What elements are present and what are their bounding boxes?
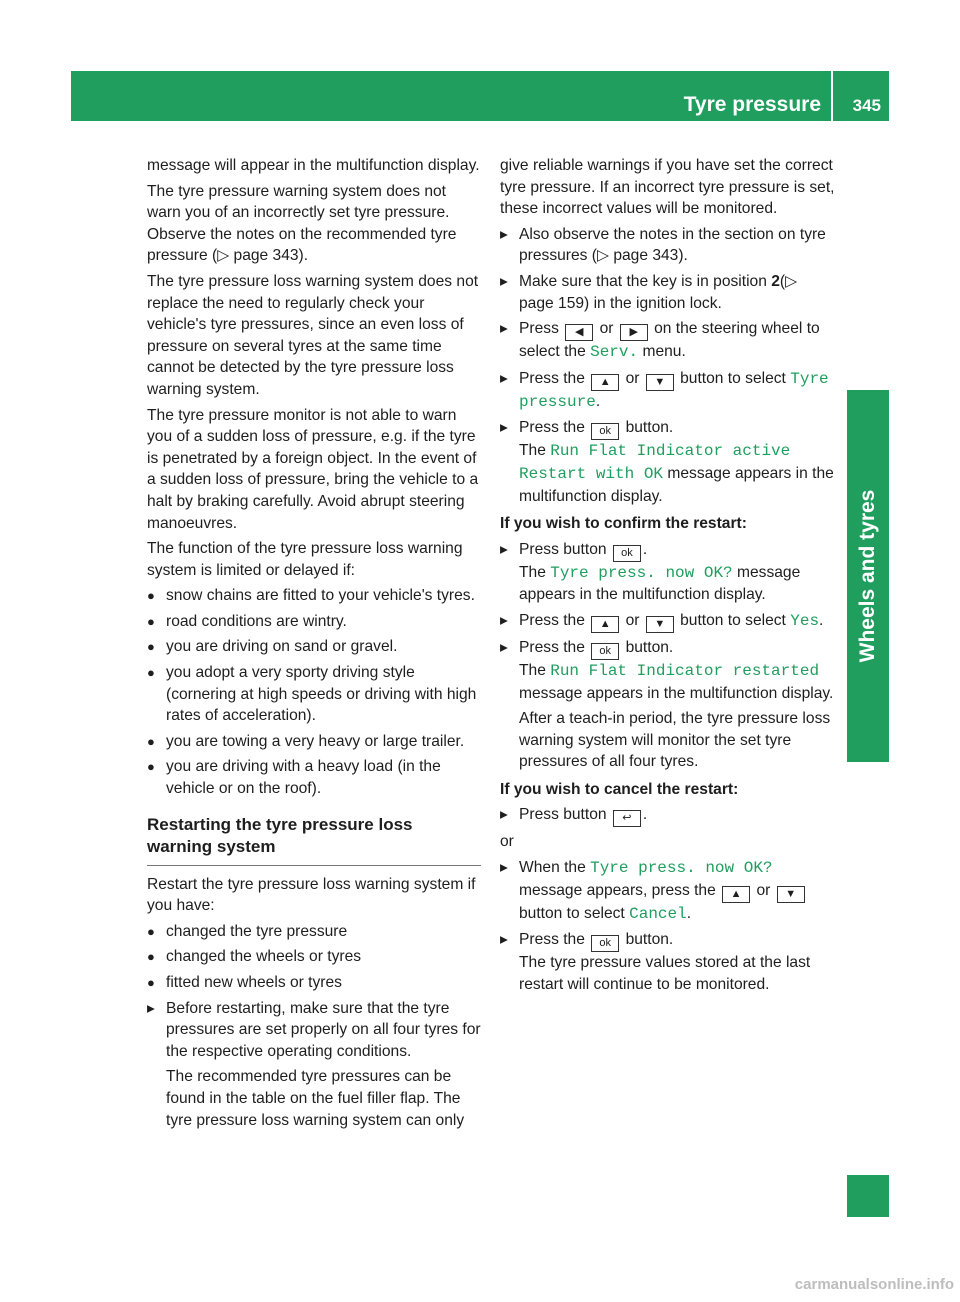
list-item: ● road conditions are wintry. bbox=[147, 611, 481, 633]
instruction-step: ▸ When the Tyre press. now OK? message appears, press the ▲ or ▼ button to select Cancel. bbox=[500, 857, 836, 925]
instruction-step: ▸ Also observe the notes in the section on tyre pressures (▷ page 343). bbox=[500, 225, 826, 265]
bullet-icon: ● bbox=[147, 759, 155, 775]
list-item: ● you are towing a very heavy or large trailer. bbox=[147, 731, 481, 753]
side-marker bbox=[847, 1175, 889, 1217]
list-item: ● changed the tyre pressure bbox=[147, 921, 481, 943]
list-item: ● changed the wheels or tyres bbox=[147, 946, 481, 968]
step-arrow-icon: ▸ bbox=[500, 806, 508, 824]
right-arrow-key-icon: ▶ bbox=[620, 324, 648, 341]
bullet-icon: ● bbox=[147, 733, 155, 749]
instruction-step: ▸ Press the ok button. The Run Flat Indicator restarted message appears in the multifunction display. bbox=[500, 638, 834, 702]
step-arrow-icon: ▸ bbox=[500, 540, 508, 558]
paragraph: Restart the tyre pressure loss warning system if you have: bbox=[147, 875, 476, 915]
right-column bbox=[500, 155, 836, 999]
step-note: After a teach-in period, the tyre pressure loss warning system will monitor the set tyre pressures of all four tyres. bbox=[519, 710, 831, 771]
page-number: 345 bbox=[852, 96, 881, 115]
instruction-step: ▸ Press the ▲ or ▼ button to select Tyre pressure. bbox=[500, 369, 829, 411]
step-note: The recommended tyre pressures can be found in the table on the fuel filler flap. The tyre pressure loss warning system can only bbox=[166, 1068, 465, 1129]
bullet-icon: ● bbox=[147, 613, 155, 629]
header-bar bbox=[71, 71, 889, 121]
instruction-step: ▸ Press the ok button. The tyre pressure values stored at the last restart will continue to be monitored. bbox=[500, 931, 811, 993]
bullet-icon: ● bbox=[147, 639, 155, 655]
step-arrow-icon: ▸ bbox=[147, 999, 155, 1017]
subheading: If you wish to cancel the restart: bbox=[500, 780, 739, 798]
step-arrow-icon: ▸ bbox=[500, 369, 508, 387]
list-item: ● you adopt a very sporty driving style (cornering at high speeds or driving with high rates of acceleration). bbox=[147, 664, 477, 725]
instruction-step: ▸ Press the ok button. The Run Flat Indicator active Restart with OK message appears in the multifunction display. bbox=[500, 419, 834, 505]
list-item: ● fitted new wheels or tyres bbox=[147, 972, 481, 994]
paragraph: message will appear in the multifunction display. bbox=[147, 157, 480, 174]
subheading: If you wish to confirm the restart: bbox=[500, 515, 747, 533]
watermark: carmanualsonline.info bbox=[794, 1276, 954, 1294]
chapter-tab-label: Wheels and tyres bbox=[856, 489, 880, 663]
instruction-step: ▸ Press button ok . The Tyre press. now OK? message appears in the multifunction display. bbox=[500, 540, 801, 604]
bullet-icon: ● bbox=[147, 588, 155, 604]
header-divider bbox=[831, 71, 833, 121]
bullet-icon: ● bbox=[147, 923, 155, 939]
display-text: Run Flat Indicator active bbox=[550, 442, 791, 461]
down-key-icon: ▼ bbox=[646, 616, 674, 633]
ok-key-icon: ok bbox=[591, 423, 619, 440]
section-heading: Restarting the tyre pressure loss warning system bbox=[147, 814, 481, 866]
down-key-icon: ▼ bbox=[646, 374, 674, 391]
ok-key-icon: ok bbox=[613, 545, 641, 562]
display-text: Run Flat Indicator restarted bbox=[550, 661, 820, 680]
instruction-step: ▸ Press ◀ or ▶ on the steering wheel to select the Serv. menu. bbox=[500, 320, 820, 362]
paragraph: give reliable warnings if you have set the correct tyre pressure. If an incorrect tyre pressure is set, these incorrect values will be monitored. bbox=[500, 157, 835, 218]
paragraph: The tyre pressure warning system does not warn you of an incorrectly set tyre pressure. Observe the notes on the recommended tyre pressure (▷ page 343). bbox=[147, 182, 457, 265]
page-section-title: Tyre pressure bbox=[683, 93, 821, 116]
display-text: Yes bbox=[790, 611, 820, 630]
step-arrow-icon: ▸ bbox=[500, 320, 508, 338]
step-arrow-icon: ▸ bbox=[500, 859, 508, 877]
display-text: Tyre press. now OK? bbox=[550, 563, 733, 582]
up-key-icon: ▲ bbox=[591, 374, 619, 391]
paragraph: The function of the tyre pressure loss warning system is limited or delayed if: bbox=[147, 540, 463, 579]
step-arrow-icon: ▸ bbox=[500, 419, 508, 437]
instruction-step: ▸ Press button ↩ . bbox=[500, 804, 836, 827]
up-key-icon: ▲ bbox=[591, 616, 619, 633]
display-text: Tyre pressure bbox=[519, 369, 829, 411]
list-item: ● you are driving on sand or gravel. bbox=[147, 636, 481, 658]
back-key-icon: ↩ bbox=[613, 810, 641, 827]
step-arrow-icon: ▸ bbox=[500, 638, 508, 656]
display-text: Tyre press. now OK? bbox=[590, 859, 773, 878]
list-item: ● you are driving with a heavy load (in the vehicle or on the roof). bbox=[147, 758, 441, 798]
chapter-tab bbox=[847, 390, 889, 762]
down-key-icon: ▼ bbox=[777, 886, 805, 903]
instruction-step: ▸ Make sure that the key is in position 2(▷ page 159) in the ignition lock. bbox=[500, 272, 798, 312]
ok-key-icon: ok bbox=[591, 935, 619, 952]
step-arrow-icon: ▸ bbox=[500, 931, 508, 949]
display-text: Cancel bbox=[629, 904, 687, 923]
bullet-icon: ● bbox=[147, 975, 155, 990]
paragraph: or bbox=[500, 833, 514, 851]
left-arrow-key-icon: ◀ bbox=[565, 324, 593, 341]
paragraph: The tyre pressure loss warning system does not replace the need to regularly check your vehicle's tyre pressures, since an even loss of pressure on several tyres at the same time cannot be detected by the tyre pressure loss warning system. bbox=[147, 272, 479, 398]
bullet-icon: ● bbox=[147, 949, 155, 965]
ok-key-icon: ok bbox=[591, 643, 619, 660]
instruction-step: ▸ Press the ▲ or ▼ button to select Yes. bbox=[500, 610, 836, 633]
display-text: Serv. bbox=[590, 343, 639, 362]
step-arrow-icon: ▸ bbox=[500, 611, 508, 629]
list-item: ● snow chains are fitted to your vehicle's tyres. bbox=[147, 585, 481, 607]
bullet-icon: ● bbox=[147, 665, 155, 681]
display-text: Restart with OK bbox=[519, 464, 664, 483]
instruction-step: ▸ Before restarting, make sure that the tyre pressures are set properly on all four tyres for the respective operating conditions. bbox=[147, 999, 481, 1060]
paragraph: The tyre pressure monitor is not able to warn you of a sudden loss of pressure, e.g. if the tyre is penetrated by a foreign object. In the event of a sudden loss of pressure, bring the vehicle to a halt by braking carefully. Avoid abrupt steering manoeuvres. bbox=[147, 406, 479, 532]
left-column bbox=[147, 155, 481, 1135]
step-arrow-icon: ▸ bbox=[500, 225, 508, 243]
step-arrow-icon: ▸ bbox=[500, 272, 508, 290]
up-key-icon: ▲ bbox=[722, 886, 750, 903]
